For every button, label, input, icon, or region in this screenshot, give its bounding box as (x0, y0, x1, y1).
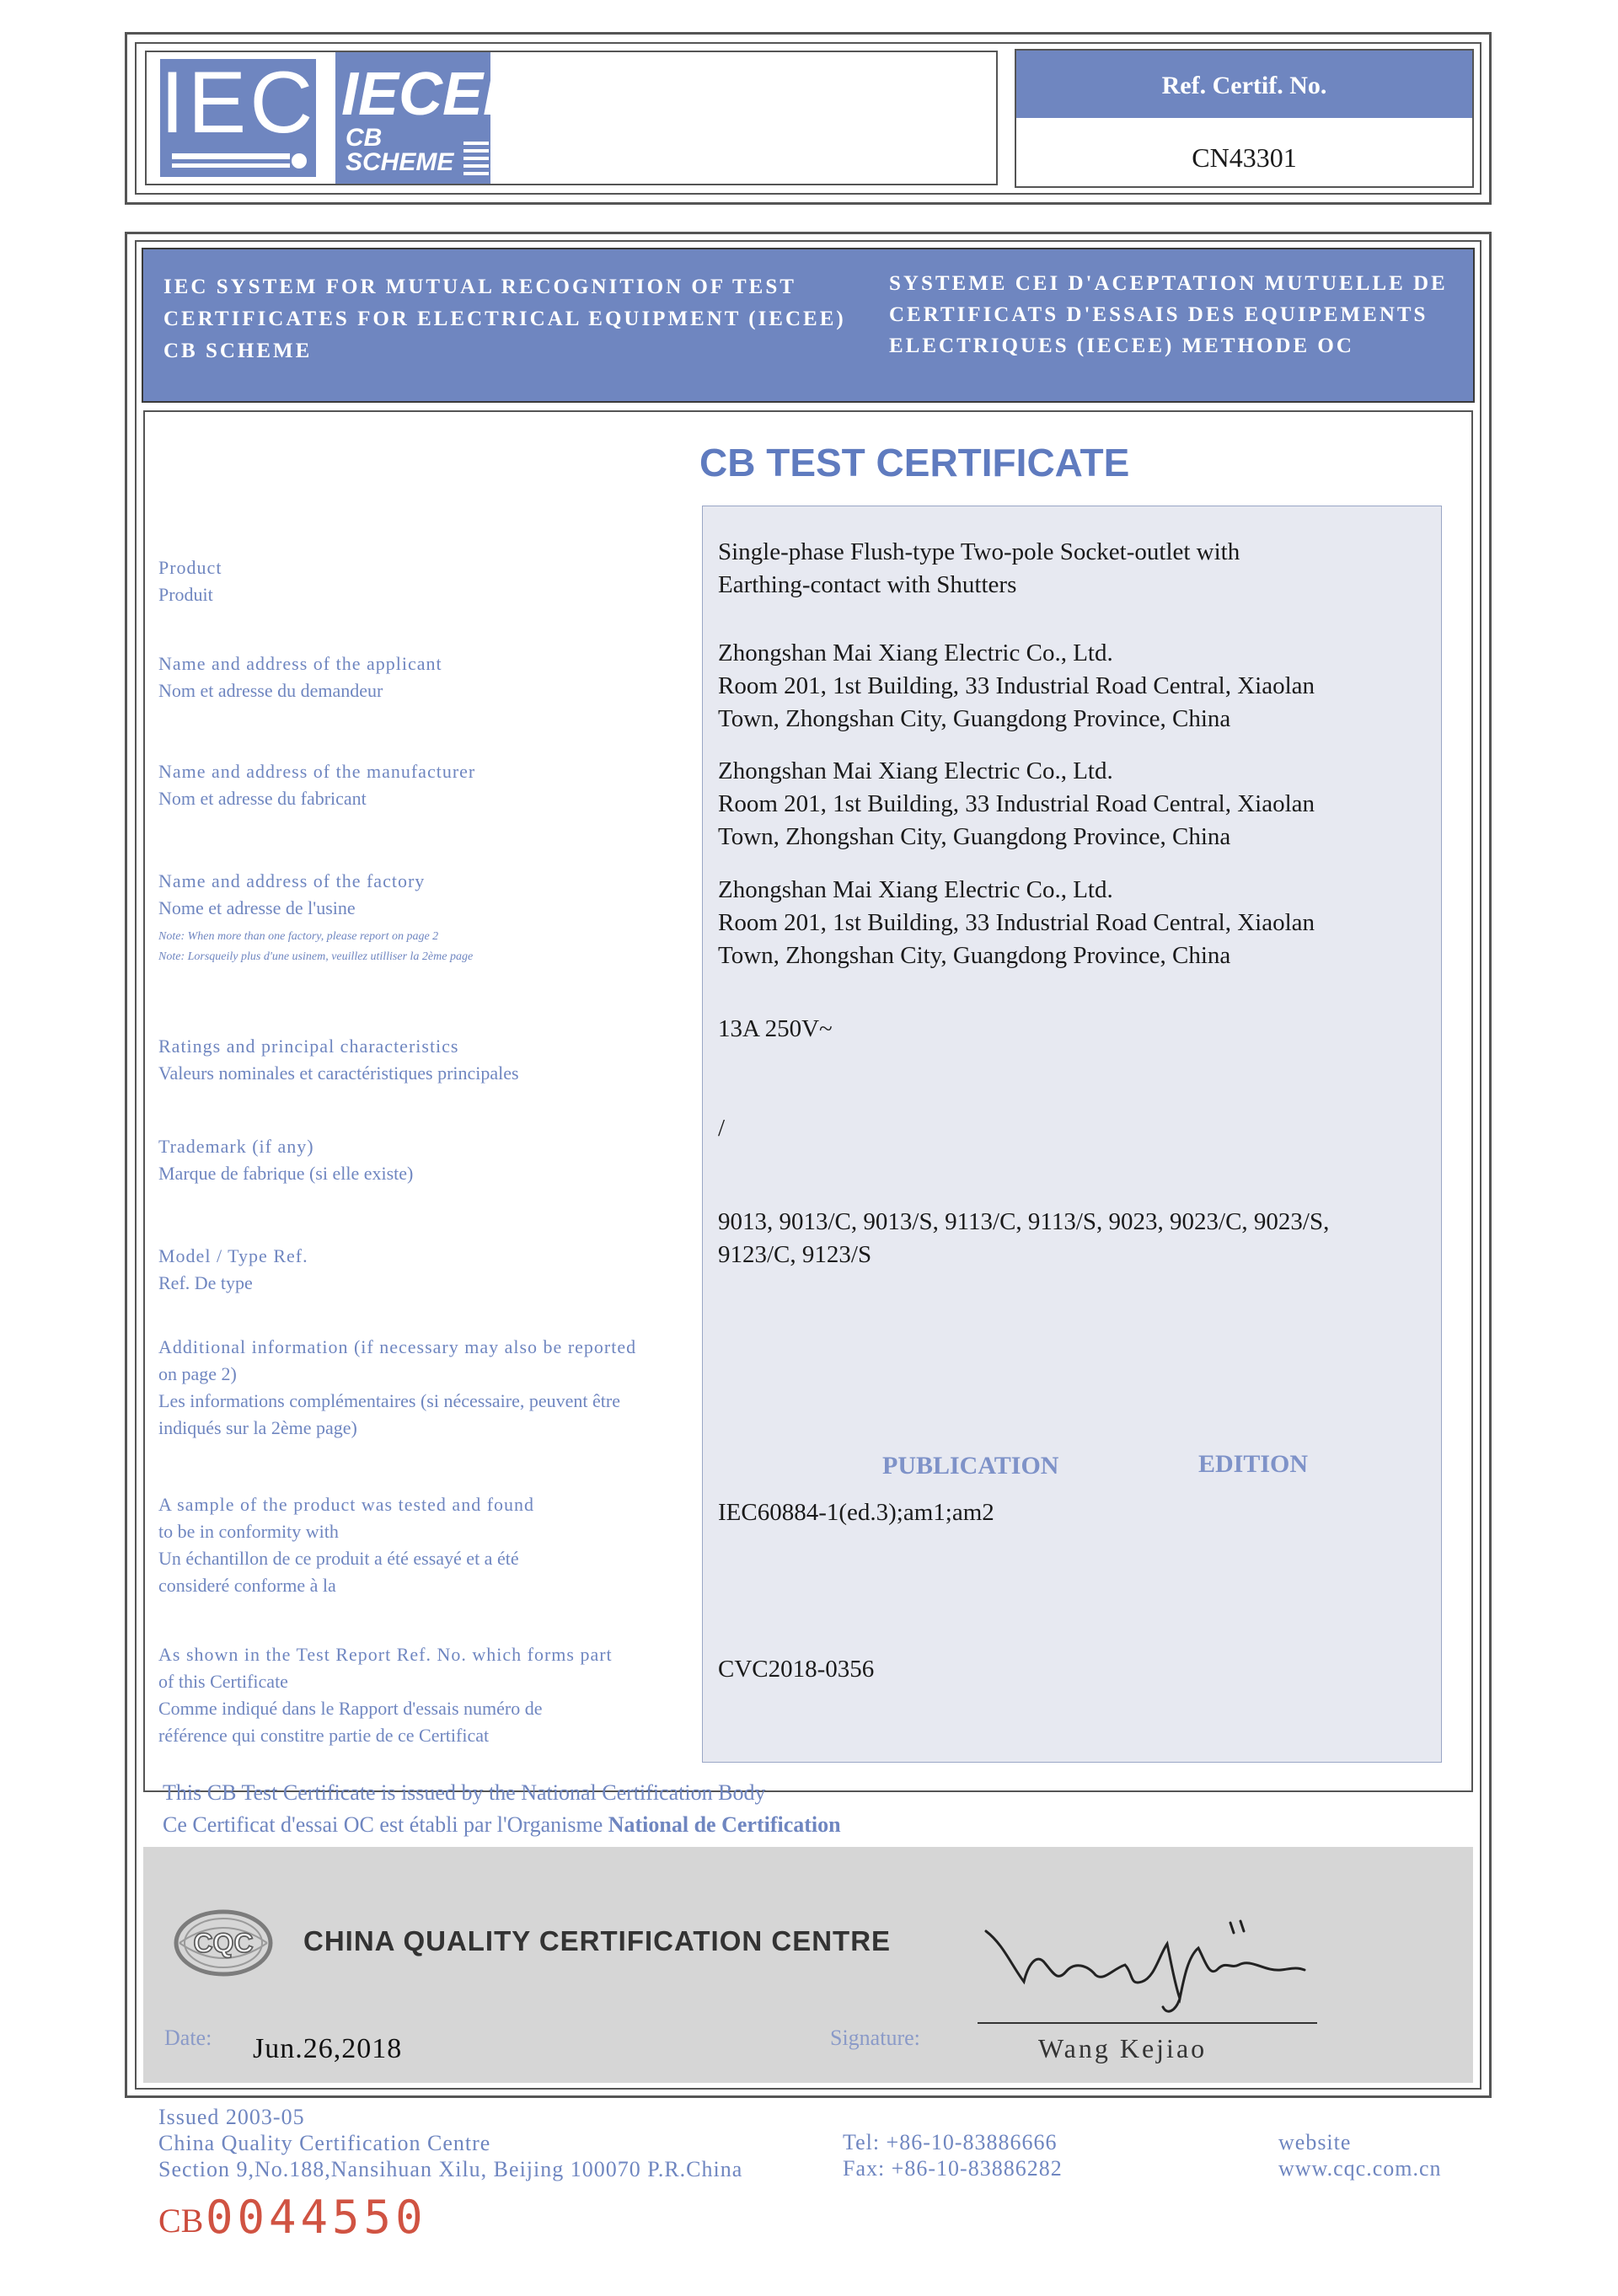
label-en: Name and address of the manufacturer (158, 761, 476, 782)
footer-website (1278, 2129, 1442, 2181)
label-line: A sample of the product was tested and found (158, 1494, 535, 1515)
label-en: Name and address of the applicant (158, 653, 442, 674)
footer-contact (843, 2129, 1063, 2181)
iecee-logo-scheme: SCHEME (346, 148, 454, 176)
label-additional (158, 1334, 698, 1442)
factory-note-fr: Note: Lorsqueily plus d'une usinem, veuillez utilliser la 2ème page (158, 950, 474, 963)
label-line: Un échantillon de ce produit a été essayé et a été (158, 1548, 519, 1569)
footer-address: Section 9,No.188,Nansihuan Xilu, Beijing 100070 P.R.China (158, 2157, 743, 2181)
value-line: Town, Zhongshan City, Guangdong Province, China (718, 705, 1231, 732)
label-line: indiqués sur la 2ème page) (158, 1417, 357, 1438)
signature-icon (978, 1906, 1315, 2024)
footer-org: China Quality Certification Centre (158, 2131, 491, 2155)
certificate-title: CB TEST CERTIFICATE (699, 441, 1130, 484)
footer-website-url: www.cqc.com.cn (1278, 2156, 1442, 2181)
ref-certificate-label: Ref. Certif. No. (1016, 51, 1472, 118)
value-line: Earthing-contact with Shutters (718, 571, 1017, 598)
label-factory (158, 868, 698, 922)
value-trademark: / (718, 1115, 726, 1142)
label-fr: Valeurs nominales et caractéristiques principales (158, 1062, 519, 1084)
certifier-name: CHINA QUALITY CERTIFICATION CENTRE (303, 1925, 892, 1956)
label-trademark (158, 1133, 698, 1187)
value-applicant (718, 637, 1417, 736)
iec-logo-bar (172, 163, 290, 168)
value-line: Room 201, 1st Building, 33 Industrial Road Central, Xiaolan (718, 672, 1315, 699)
label-line: référence qui constitre partie de ce Certificat (158, 1725, 490, 1746)
value-manufacturer (718, 755, 1417, 854)
issued-by-fr (163, 1810, 841, 1840)
publication-header: PUBLICATION (882, 1452, 1059, 1480)
value-report: CVC2018-0356 (718, 1656, 875, 1683)
value-line: Zhongshan Mai Xiang Electric Co., Ltd. (718, 640, 1113, 666)
issued-by-fr-text: Ce Certificat d'essai OC est établi par l'Organisme (163, 1812, 608, 1837)
label-en: Ratings and principal characteristics (158, 1036, 459, 1057)
banner-line: CERTIFICATES FOR ELECTRICAL EQUIPMENT (IECEE) (163, 308, 846, 330)
iecee-logo-lines (463, 142, 489, 179)
value-line: 9123/C, 9123/S (718, 1241, 872, 1268)
value-line: Zhongshan Mai Xiang Electric Co., Ltd. (718, 876, 1113, 903)
iec-logo-dot (292, 153, 307, 169)
banner-french (889, 268, 1471, 361)
label-line: Additional information (if necessary may also be reported (158, 1336, 637, 1357)
label-line: to be in conformity with (158, 1521, 339, 1542)
label-fr: Produit (158, 584, 213, 605)
footer-tel: Tel: +86-10-83886666 (843, 2130, 1058, 2154)
iec-logo-bar (172, 153, 290, 159)
cqc-logo-text: CQC (193, 1928, 254, 1958)
factory-note-en: Note: When more than one factory, please report on page 2 (158, 930, 439, 943)
value-line: 9013, 9013/C, 9013/S, 9113/C, 9113/S, 9023, 9023/C, 9023/S, (718, 1208, 1330, 1235)
banner-line: IEC SYSTEM FOR MUTUAL RECOGNITION OF TEST (163, 276, 796, 298)
label-manufacturer (158, 758, 698, 812)
label-en: Trademark (if any) (158, 1136, 314, 1157)
iec-logo-text: IEC (160, 54, 317, 152)
label-fr: Nome et adresse de l'usine (158, 897, 356, 918)
label-line: Comme indiqué dans le Rapport d'essais numéro de (158, 1698, 543, 1719)
label-fr: Marque de fabrique (si elle existe) (158, 1163, 414, 1184)
label-en: Name and address of the factory (158, 870, 426, 891)
value-line: Room 201, 1st Building, 33 Industrial Road Central, Xiaolan (718, 790, 1315, 817)
footer-website-label: website (1278, 2130, 1352, 2154)
value-line: Single-phase Flush-type Two-pole Socket-outlet with (718, 538, 1240, 565)
value-factory (718, 874, 1417, 972)
signatory-name: Wang Kejiao (1038, 2033, 1208, 2063)
label-fr: Ref. De type (158, 1272, 253, 1293)
iecee-logo-text: IECEE (341, 61, 524, 128)
ref-certificate-number: CN43301 (1192, 142, 1297, 173)
serial-number: 0044550 (206, 2191, 427, 2244)
issued-by-fr-bold: National de Certification (608, 1812, 841, 1837)
label-ratings (158, 1033, 698, 1087)
edition-header: EDITION (1198, 1450, 1309, 1478)
iecee-logo-cb: CB (346, 124, 383, 152)
label-line: of this Certificate (158, 1671, 288, 1692)
value-model (718, 1206, 1417, 1271)
date-label: Date: (164, 2026, 212, 2050)
issue-date: Jun.26,2018 (253, 2033, 403, 2064)
banner-english (163, 271, 871, 367)
label-model (158, 1243, 698, 1297)
value-publication: IEC60884-1(ed.3);am1;am2 (718, 1499, 994, 1526)
footer-issuer (158, 2104, 742, 2182)
footer-fax: Fax: +86-10-83886282 (843, 2156, 1063, 2181)
label-report (158, 1641, 698, 1749)
label-line: As shown in the Test Report Ref. No. which forms part (158, 1644, 613, 1665)
label-applicant (158, 650, 698, 704)
label-line: Les informations complémentaires (si nécessaire, peuvent être (158, 1390, 620, 1411)
banner-line: SYSTEME CEI D'ACEPTATION MUTUELLE DE (889, 272, 1448, 295)
value-line: Town, Zhongshan City, Guangdong Province, China (718, 823, 1231, 850)
banner-line: ELECTRIQUES (IECEE) METHODE OC (889, 334, 1354, 357)
label-en: Model / Type Ref. (158, 1245, 308, 1266)
label-line: on page 2) (158, 1363, 237, 1384)
signature-label: Signature: (830, 2026, 920, 2050)
label-en: Product (158, 557, 222, 578)
label-fr: Nom et adresse du fabricant (158, 788, 367, 809)
label-product (158, 554, 698, 608)
banner-line: CERTIFICATS D'ESSAIS DES EQUIPEMENTS (889, 303, 1428, 326)
label-line: consideré conforme à la (158, 1575, 336, 1596)
serial-prefix: CB (158, 2202, 204, 2240)
value-line: Zhongshan Mai Xiang Electric Co., Ltd. (718, 757, 1113, 784)
cqc-logo-icon (173, 1908, 274, 1978)
issued-by-en: This CB Test Certificate is issued by the National Certification Body (163, 1780, 766, 1805)
label-fr: Nom et adresse du demandeur (158, 680, 383, 701)
footer-issued: Issued 2003-05 (158, 2105, 305, 2129)
value-ratings: 13A 250V~ (718, 1015, 833, 1042)
label-conformity (158, 1491, 698, 1599)
value-line: Town, Zhongshan City, Guangdong Province, China (718, 942, 1231, 969)
value-line: Room 201, 1st Building, 33 Industrial Road Central, Xiaolan (718, 909, 1315, 936)
signature-line (978, 2022, 1317, 2024)
value-product (718, 536, 1417, 602)
banner-line: CB SCHEME (163, 340, 313, 362)
